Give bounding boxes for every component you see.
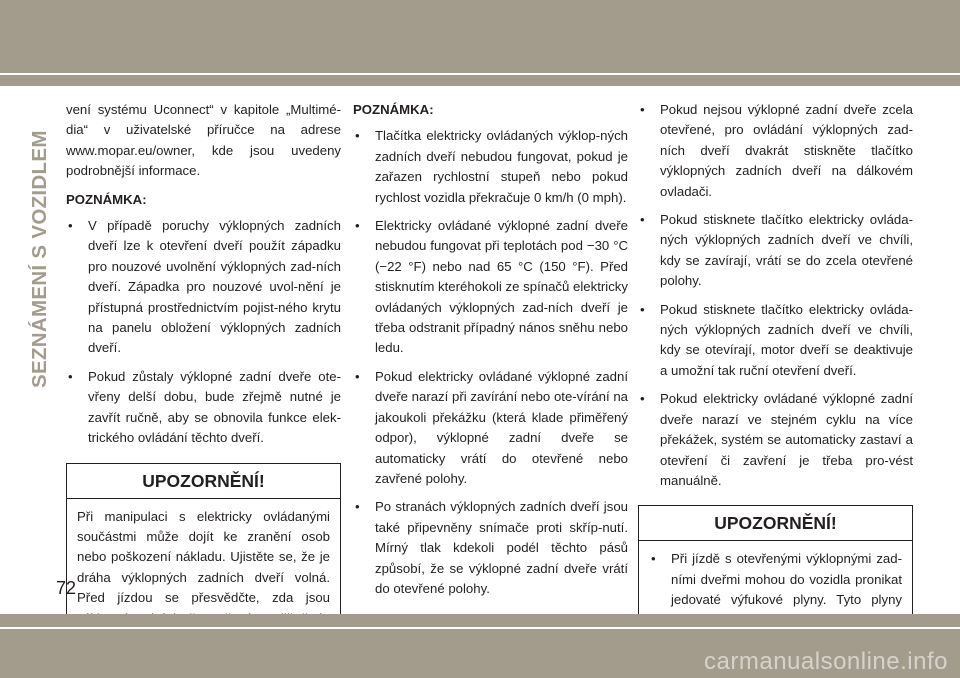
list-item: • Pokud nejsou výklopné zadní dveře zcela otevřené, pro ovládání výklopných zad-ních dveří dvakrát stiskněte tlačítko výklopných zadních dveří na dálkovém ovladači. <box>638 100 913 202</box>
warning-box <box>66 463 341 638</box>
column-3 <box>638 100 913 640</box>
list-item: • Tlačítka elektricky ovládaných výklop-ných zadních dveří nebudou fungovat, pokud je zařazen rychlostní stupeň nebo pokud rychlost vozidla překračuje 0 km/h (0 mph). <box>353 126 628 208</box>
intro-paragraph: vení systému Uconnect“ v kapitole „Multimé-dia“ v uživatelské příručce na adrese www.mopar.eu/owner, kde jsou uvedeny podrobnější informace. <box>66 102 341 179</box>
list-item: • Pokud stisknete tlačítko elektricky ovláda-ných výklopných zadních dveří ve chvíli, kdy se zavírají, vrátí se do zcela otevřené polohy. <box>638 210 913 292</box>
list-item: • V případě poruchy výklopných zadních dveří lze k otevření dveří použít západku pro nouzové uvolnění výklopných zad-ních dveří. Západka pro nouzové uvol-nění je přístupná prostřednictvím pojist-ného krytu na panelu obložení výklopných zadních dveří. <box>66 216 341 359</box>
header-rule <box>0 73 960 75</box>
note-list <box>66 216 341 448</box>
note-heading: POZNÁMKA: <box>66 191 147 207</box>
page-number: 72 <box>56 578 77 598</box>
warning-text: Při manipulaci s elektricky ovládanými součástmi může dojít ke zranění osob nebo poškození nákladu. Ujistěte se, že je dráha výklopných zadních dveří volná. Před jízdou se přesvědčte, zda jsou <box>77 508 330 606</box>
list-item: • Elektricky ovládané výklopné zadní dveře nebudou fungovat při teplotách pod −30 °C (−22 °F) nebo nad 65 °C (150 °F). Před stisknutím kteréhokoli ze spínačů elektricky ovládaných výklopných zad-ních dveří je třeba odstranit případný nános sněhu nebo ledu. <box>353 216 628 359</box>
watermark-text: carmanualsonline.info <box>704 648 948 675</box>
note-list <box>638 100 913 491</box>
note-list <box>353 126 628 599</box>
list-item: • Pokud stisknete tlačítko elektricky ovláda-ných výklopných zadních dveří ve chvíli, kdy se otevírají, motor dveří se deaktivuje a umožní tak ruční otevření dveří. <box>638 300 913 382</box>
section-title: SEZNÁMENÍ S VOZIDLEM <box>28 130 51 388</box>
list-item: • Po stranách výklopných zadních dveří jsou také připevněny snímače proti skříp-nutí. Mírný tlak kdekoli podél těchto pásů způsobí, že se výklopné zadní dveře vrátí do otevřené polohy. <box>353 497 628 599</box>
list-item: • Pokud elektricky ovládané výklopné zadní dveře narazí při zavírání nebo ote-vírání na jakoukoli překážku (která klade přiměřený odpor), výklopné zadní dveře se automaticky vrátí do otevřené nebo zavřené polohy. <box>353 367 628 489</box>
section-side-tab <box>30 108 50 388</box>
column-1 <box>66 100 341 638</box>
list-item: • Pokud zůstaly výklopné zadní dveře ote-vřeny delší dobu, bude zřejmě nutné je zavřít ručně, aby se obnovila funkce elek-trického ovládání těchto dveří. <box>66 367 341 449</box>
column-2 <box>353 100 628 607</box>
note-heading: POZNÁMKA: <box>353 102 434 117</box>
footer-rule <box>0 627 960 629</box>
warning-heading: UPOZORNĚNÍ! <box>639 506 912 541</box>
warning-heading: UPOZORNĚNÍ! <box>67 464 340 499</box>
list-item: • Pokud elektricky ovládané výklopné zadní dveře narazí ve stejném cyklu na více překážek, systém se automaticky zastaví a otevření či zavření je třeba pro-vést manuálně. <box>638 389 913 491</box>
list-item: • Při jízdě s otevřenými výklopnými zad-ními dveřmi mohou do vozidla pronikat jedovaté výfukové plyny. Tyto plyny <box>649 549 902 631</box>
